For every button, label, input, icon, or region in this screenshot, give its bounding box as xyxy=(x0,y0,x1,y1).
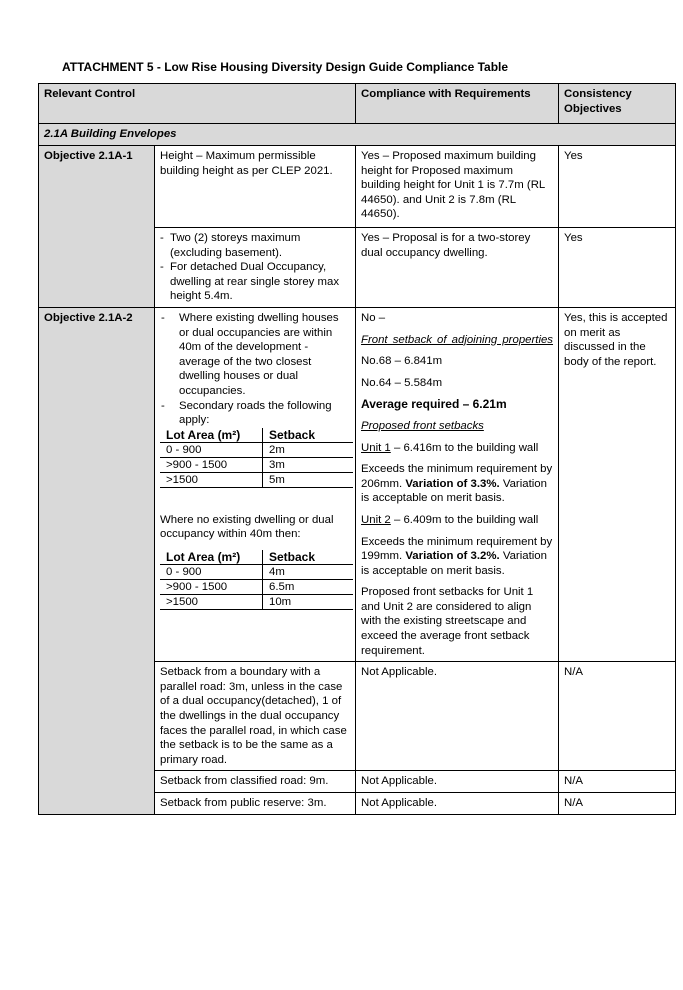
consistency-cell: Yes, this is accepted on merit as discussed in the body of the report. xyxy=(559,307,676,661)
variation-text: Exceeds the minimum requirement by 199mm. xyxy=(361,535,553,563)
lot-area-cell: 0 - 900 xyxy=(160,564,263,579)
control-cell: Height – Maximum permissible building height as per CLEP 2021. xyxy=(155,146,356,228)
setback-cell: 10m xyxy=(263,594,354,609)
column-header: Lot Area (m²) xyxy=(160,550,263,565)
lot-area-cell: >1500 xyxy=(160,594,263,609)
unit1-label: Unit 1 xyxy=(361,441,391,454)
control-cell: Setback from a boundary with a parallel road: 3m, unless in the case of a dual occupancy(detached), 1 of the dwellings in the dual occupancy faces the parallel road, in which case the setback is to be the same as a primary road. xyxy=(155,662,356,771)
objective-label: Objective 2.1A-2 xyxy=(39,307,155,814)
column-header: Setback xyxy=(263,550,354,565)
compliance-cell: Not Applicable. xyxy=(356,662,559,771)
unit1-value: – 6.416m to the building wall xyxy=(390,441,539,454)
setback-cell: 3m xyxy=(263,457,354,472)
compliance-cell: Not Applicable. xyxy=(356,793,559,815)
page-title: ATTACHMENT 5 - Low Rise Housing Diversity Design Guide Compliance Table xyxy=(62,60,509,74)
variation-text: Exceeds the minimum requirement by 206mm. xyxy=(361,463,553,490)
setback-no68: No.68 – 6.841m xyxy=(361,355,443,368)
consistency-cell: N/A xyxy=(559,771,676,793)
proposed-setbacks-heading: Proposed front setbacks xyxy=(361,419,484,432)
no-existing-text: Where no existing dwelling or dual occupancy within 40m then: xyxy=(160,513,334,541)
compliance-no: No – xyxy=(361,311,386,324)
compliance-text: Yes – Proposed maximum building height for Proposed maximum building height for Unit 1 is 7.7m (RL 44650). and Unit 2 is 7.8m (RL 44650). xyxy=(361,150,545,221)
section-row xyxy=(39,124,676,146)
lot-area-cell: >900 - 1500 xyxy=(160,457,263,472)
unit2-variation xyxy=(361,535,553,579)
consistency-cell: N/A xyxy=(559,793,676,815)
variation-note: Variation is acceptable on merit basis. xyxy=(361,550,547,577)
control-list xyxy=(160,231,350,304)
table-row xyxy=(39,307,676,661)
list-item: - Two (2) storeys maximum (excluding basement). xyxy=(160,231,350,260)
setback-cell: 6.5m xyxy=(263,579,354,594)
table-row xyxy=(160,594,353,609)
compliance-table xyxy=(38,83,676,815)
unit2-value: – 6.409m to the building wall xyxy=(390,513,539,526)
setback-conclusion: Proposed front setbacks for Unit 1 and Unit 2 are considered to align with the existing streetscape and exceed the average front setback requirement. xyxy=(361,586,534,657)
unit2-setback xyxy=(361,513,553,528)
header-compliance: Compliance with Requirements xyxy=(356,84,559,124)
list-item: - Where existing dwelling houses or dual occupancies are within 40m of the development - average of the two closest dwelling houses or dual occupancies. xyxy=(160,311,350,399)
variation-percent: Variation of 3.3%. xyxy=(405,477,500,490)
lot-area-cell: 0 - 900 xyxy=(160,442,263,457)
unit1-variation xyxy=(361,462,553,506)
list-item: - For detached Dual Occupancy, dwelling at rear single storey max height 5.4m. xyxy=(160,260,350,304)
setback-no64: No.64 – 5.584m xyxy=(361,376,443,389)
table-row xyxy=(160,472,353,487)
column-header: Setback xyxy=(263,428,354,443)
compliance-cell xyxy=(356,307,559,661)
header-row xyxy=(39,84,676,124)
lot-area-cell: >900 - 1500 xyxy=(160,579,263,594)
setback-cell: 2m xyxy=(263,442,354,457)
variation-note: Variation is acceptable on merit basis. xyxy=(361,477,547,505)
control-cell: Setback from public reserve: 3m. xyxy=(155,793,356,815)
header-relevant-control: Relevant Control xyxy=(39,84,356,124)
table-row xyxy=(160,457,353,472)
list-item: - Secondary roads the following apply: xyxy=(160,399,350,428)
setback-table-default xyxy=(160,550,353,610)
control-cell: Setback from classified road: 9m. xyxy=(155,771,356,793)
setback-table-secondary xyxy=(160,428,353,488)
table-row xyxy=(160,564,353,579)
consistency-cell: Yes xyxy=(559,146,676,228)
objective-label: Objective 2.1A-1 xyxy=(39,146,155,308)
lot-area-cell: >1500 xyxy=(160,472,263,487)
unit2-label: Unit 2 xyxy=(361,513,391,526)
average-required: Average required – 6.21m xyxy=(361,397,507,412)
control-cell xyxy=(155,228,356,308)
compliance-cell: Not Applicable. xyxy=(356,771,559,793)
setback-cell: 5m xyxy=(263,472,354,487)
compliance-cell xyxy=(356,146,559,228)
table-row xyxy=(160,579,353,594)
control-list xyxy=(160,311,350,428)
compliance-cell: Yes – Proposal is for a two-storey dual occupancy dwelling. xyxy=(356,228,559,308)
consistency-cell: N/A xyxy=(559,662,676,771)
consistency-cell: Yes xyxy=(559,228,676,308)
table-row xyxy=(160,442,353,457)
column-header: Lot Area (m²) xyxy=(160,428,263,443)
control-cell xyxy=(155,307,356,661)
front-setback-heading: Front setback of adjoining properties xyxy=(361,333,554,346)
setback-cell: 4m xyxy=(263,564,354,579)
section-heading: 2.1A Building Envelopes xyxy=(39,124,676,146)
header-consistency: Consistency Objectives xyxy=(559,84,676,124)
table-row xyxy=(39,146,676,228)
unit1-setback xyxy=(361,441,553,456)
variation-percent: Variation of 3.2%. xyxy=(405,550,500,563)
